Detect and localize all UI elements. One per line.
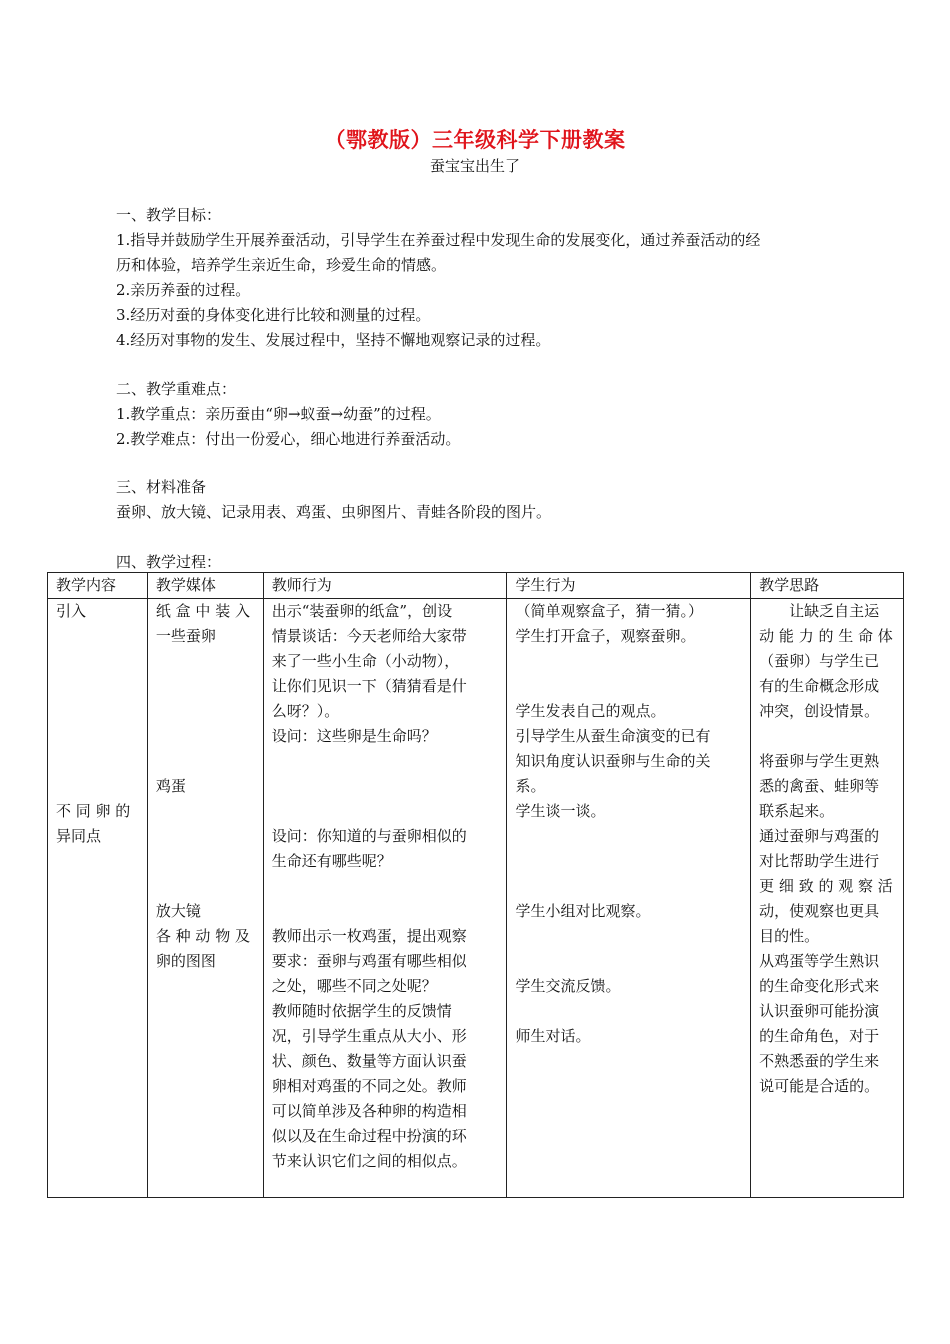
cell-text-line: 冲突，创设情景。 [759,702,880,720]
cell-text-line: 学生交流反馈。 [515,977,621,995]
blank-line [515,824,742,849]
cell-rationale [751,599,904,1198]
blank-line [272,874,499,899]
blank-line [56,724,139,749]
blank-line [515,874,742,899]
blank-line [56,699,139,724]
key-point-item: 2.教学难点：付出一份爱心，细心地进行养蚕活动。 [116,430,461,448]
blank-line [515,924,742,949]
key-point-item: 1.教学重点：亲历蚕由“卵→蚁蚕→幼蚕”的过程。 [116,405,441,423]
cell-text-line: 学生发表自己的观点。 [515,702,666,720]
section-goals [116,203,856,353]
blank-line [156,749,255,774]
cell-teacher [263,599,507,1198]
cell-text-line: （简单观察盒子，猜一猜。） [515,602,703,620]
cell-text-line: 鸡蛋 [155,777,186,795]
cell-text-line: 让缺乏自主运 [759,602,880,620]
blank-line [515,949,742,974]
cell-text-line: 从鸡蛋等学生熟识 [759,952,880,970]
blank-line [156,874,255,899]
materials-text: 蚕卵、放大镜、记录用表、鸡蛋、虫卵图片、青蛙各阶段的图片。 [116,503,552,521]
cell-text-line: 来了一些小生命（小动物）， [271,652,460,670]
document-subtitle: 蚕宝宝出生了 [429,157,520,175]
blank-line [272,774,499,799]
header-media: 教学媒体 [147,573,263,599]
cell-text-line: 况，引导学生重点从大小、形 [271,1027,467,1045]
blank-line [56,774,139,799]
blank-line [515,674,742,699]
table-row [48,599,904,1198]
blank-line [156,674,255,699]
blank-line [56,674,139,699]
header-student: 学生行为 [507,573,751,599]
goal-item: 4.经历对事物的发生、发展过程中，坚持不懈地观察记录的过程。 [116,331,551,349]
goal-item: 1.指导并鼓励学生开展养蚕活动，引导学生在养蚕过程中发现生命的发展变化，通过养蚕活动的经 [116,231,761,249]
cell-text-line: 生命还有哪些呢？ [271,852,392,870]
cell-text-line: 认识蚕卵可能扮演 [759,1002,880,1020]
cell-text-line: 设问：这些卵是生命吗？ [271,727,437,745]
cell-text-line: 的生命变化形式来 [759,977,880,995]
cell-text-line: 要求：蚕卵与鸡蛋有哪些相似 [271,952,467,970]
section-heading: 一、教学目标： [116,206,222,224]
cell-text-line: 各 种 动 物 及 [155,927,250,945]
section-heading: 三、材料准备 [116,478,207,496]
blank-line [759,724,895,749]
cell-text-line: 引导学生从蚕生命演变的已有 [515,727,711,745]
cell-text-line: 动 能 力 的 生 命 体 [759,627,893,645]
cell-text-line: 不 同 卵 的 [56,802,131,820]
cell-text-line: 学生小组对比观察。 [515,902,651,920]
goal-item: 历和体验，培养学生亲近生命，珍爱生命的情感。 [116,256,447,274]
cell-text-line: 系。 [515,777,546,795]
cell-text-line: 一些蚕卵 [155,627,216,645]
cell-text-line: 可以简单涉及各种卵的构造相 [271,1102,467,1120]
cell-text-line: 说可能是合适的。 [759,1077,880,1095]
cell-text-line: 么呀？）。 [271,702,340,720]
blank-line [56,749,139,774]
goal-item: 3.经历对蚕的身体变化进行比较和测量的过程。 [116,306,431,324]
cell-text-line: 异同点 [56,827,102,845]
header-content: 教学内容 [48,573,148,599]
cell-text-line: 教师出示一枚鸡蛋，提出观察 [271,927,467,945]
blank-line [156,724,255,749]
cell-text-line: 引入 [56,602,87,620]
cell-content [48,599,148,1198]
cell-text-line: 让你们见识一下（猜猜看是什 [271,677,467,695]
header-rationale: 教学思路 [751,573,904,599]
cell-text-line: 师生对话。 [515,1027,591,1045]
cell-text-line: 之处，哪些不同之处呢？ [271,977,437,995]
section-heading: 四、教学过程： [116,553,222,571]
cell-text-line: 出示“装蚕卵的纸盒”，创设 [271,602,453,620]
cell-text-line: 情景谈话：今天老师给大家带 [271,627,467,645]
cell-text-line: 更 细 致 的 观 察 活 [759,877,893,895]
cell-text-line: 的生命角色，对于 [759,1027,880,1045]
blank-line [156,824,255,849]
section-heading: 二、教学重难点： [116,380,237,398]
blank-line [156,799,255,824]
cell-text-line: （蚕卵）与学生已 [759,652,880,670]
blank-line [156,649,255,674]
cell-text-line: 不熟悉蚕的学生来 [759,1052,880,1070]
table-header-row [48,573,904,599]
section-materials [116,475,856,525]
blank-line [515,999,742,1024]
cell-media [147,599,263,1198]
blank-line [515,649,742,674]
cell-text-line: 状、颜色、数量等方面认识蚕 [271,1052,467,1070]
cell-text-line: 教师随时依据学生的反馈情 [271,1002,452,1020]
blank-line [56,624,139,649]
cell-text-line: 联系起来。 [759,802,835,820]
cell-text-line: 将蚕卵与学生更熟 [759,752,880,770]
cell-text-line: 悉的禽蚕、蛙卵等 [759,777,880,795]
teaching-process-table [47,572,904,1198]
cell-text-line: 通过蚕卵与鸡蛋的 [759,827,880,845]
cell-text-line: 对比帮助学生进行 [759,852,880,870]
cell-text-line: 节来认识它们之间的相似点。 [271,1152,467,1170]
cell-text-line: 卵的图图 [155,952,216,970]
blank-line [156,849,255,874]
cell-text-line: 知识角度认识蚕卵与生命的关 [515,752,711,770]
cell-text-line: 放大镜 [155,902,201,920]
blank-line [272,899,499,924]
document-title: （鄂教版）三年级科学下册教案 [324,128,626,152]
cell-text-line: 目的性。 [759,927,820,945]
cell-student [507,599,751,1198]
goal-item: 2.亲历养蚕的过程。 [116,281,251,299]
blank-line [515,849,742,874]
cell-text-line: 动，使观察也更具 [759,902,880,920]
blank-line [56,649,139,674]
header-teacher: 教师行为 [263,573,507,599]
cell-text-line: 设问：你知道的与蚕卵相似的 [271,827,467,845]
section-key-points [116,377,856,452]
cell-text-line: 卵相对鸡蛋的不同之处。教师 [271,1077,467,1095]
blank-line [272,799,499,824]
cell-text-line: 学生谈一谈。 [515,802,606,820]
blank-line [156,699,255,724]
cell-text-line: 有的生命概念形成 [759,677,880,695]
cell-text-line: 似以及在生命过程中扮演的环 [271,1127,467,1145]
cell-text-line: 学生打开盒子，观察蚕卵。 [515,627,696,645]
cell-text-line: 纸 盒 中 装 入 [155,602,250,620]
blank-line [272,749,499,774]
